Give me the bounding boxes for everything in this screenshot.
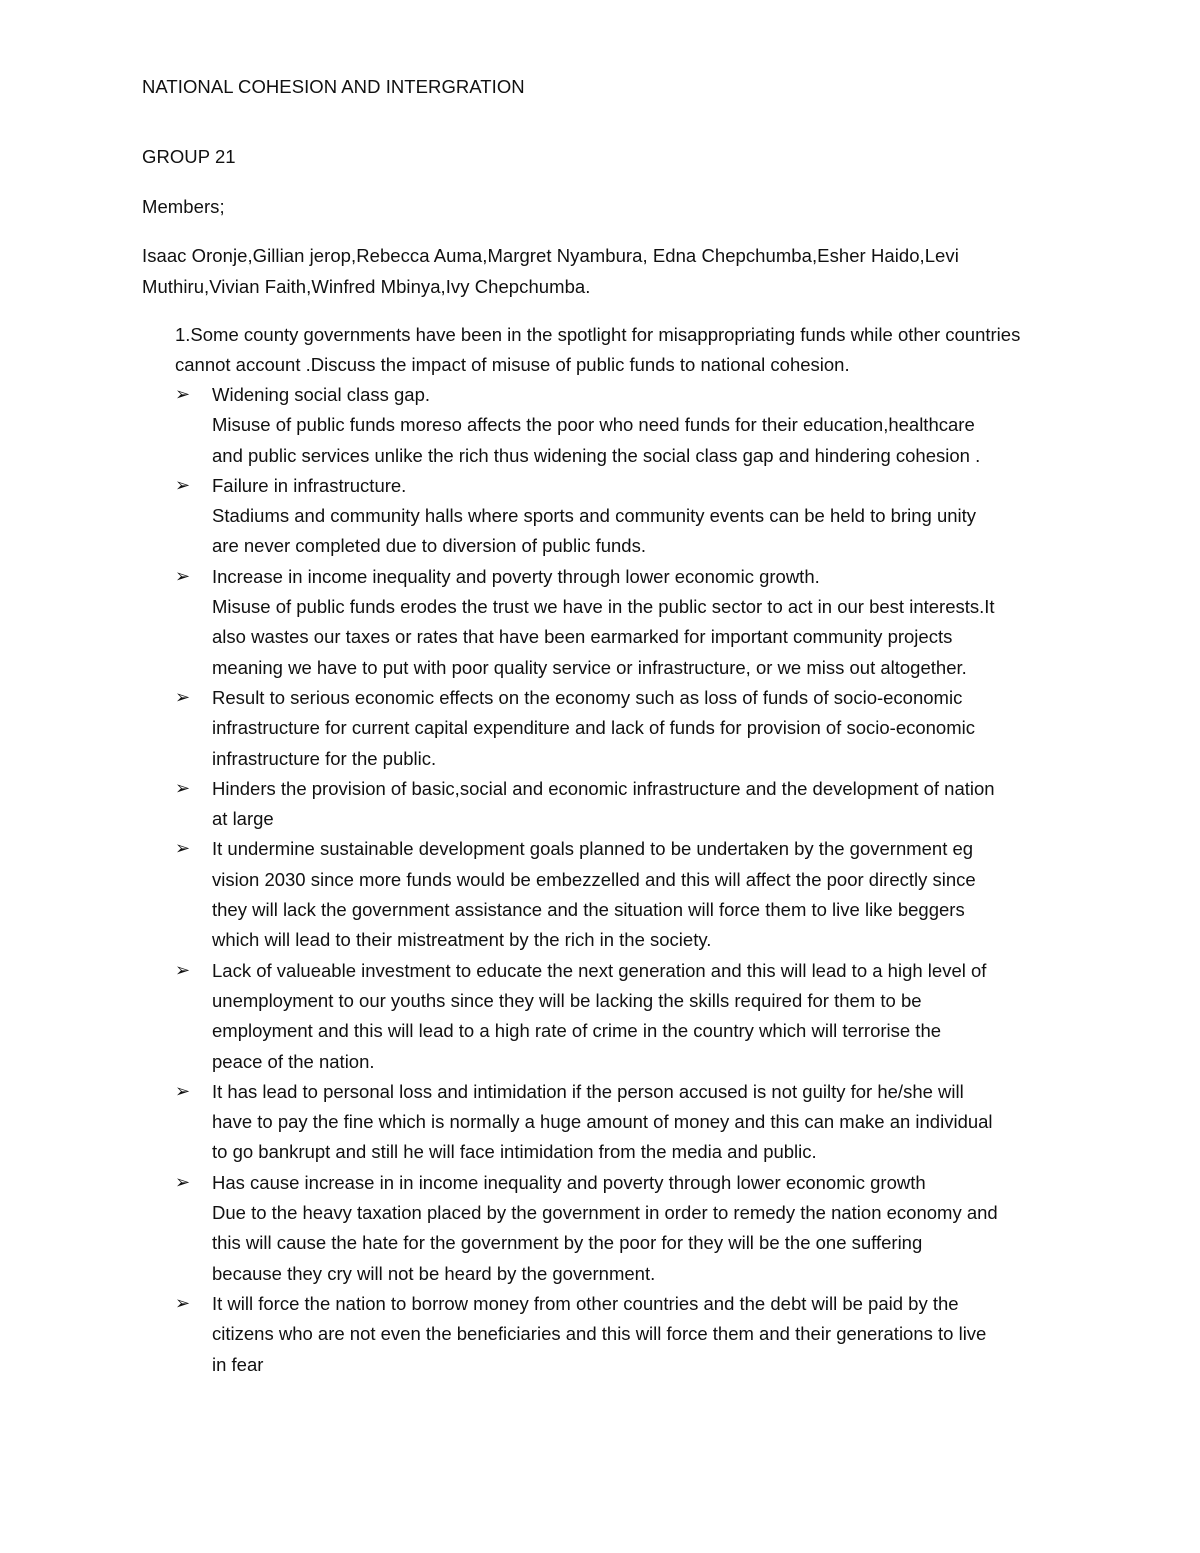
members-label: Members; — [142, 196, 225, 217]
bullet-text: Widening social class gap. Misuse of public funds moreso affects the poor who need funds for their education,healthcare and public services unlike the rich thus widening the social class gap and hindering cohesion . — [212, 384, 981, 466]
bullet-item — [175, 774, 1075, 835]
bullet-text: Increase in income inequality and poverty through lower economic growth. Misuse of public funds erodes the trust we have in the public sector to act in our best interests.It also wastes our taxes or rates that have been earmarked for important community projects meaning we have to put with poor quality service or infrastructure, or we miss out altogether. — [212, 565, 995, 678]
bullet-item — [175, 1168, 1075, 1289]
document-title: NATIONAL COHESION AND INTERGRATION — [142, 76, 525, 97]
bullet-item — [175, 1077, 1075, 1168]
arrow-bullet-icon: ➢ — [175, 1171, 191, 1193]
arrow-bullet-icon: ➢ — [175, 1080, 191, 1102]
bullet-text: Failure in infrastructure. Stadiums and community halls where sports and community events can be held to bring unity are never completed due to diversion of public funds. — [212, 474, 977, 557]
arrow-bullet-icon: ➢ — [175, 838, 191, 860]
arrow-bullet-icon: ➢ — [175, 384, 191, 405]
bullet-item — [175, 956, 1075, 1077]
group-label: GROUP 21 — [142, 146, 236, 167]
bullet-text: It undermine sustainable development goals planned to be undertaken by the government eg vision 2030 since more funds would be embezzelled and this will affect the poor directly since they will lack the government assistance and the situation will force them to live like beggers which will lead to their mistreatment by the rich in the society. — [212, 838, 976, 951]
arrow-bullet-icon: ➢ — [175, 565, 191, 587]
bullet-item — [175, 380, 1075, 471]
bullet-item — [175, 834, 1075, 955]
arrow-bullet-icon: ➢ — [175, 777, 191, 799]
members-list-line-1: Isaac Oronje,Gillian jerop,Rebecca Auma,Margret Nyambura, Edna Chepchumba,Esher Haido,Levi — [142, 245, 959, 266]
arrow-bullet-icon: ➢ — [175, 686, 191, 708]
arrow-bullet-icon: ➢ — [175, 474, 191, 496]
arrow-bullet-icon: ➢ — [175, 1292, 191, 1314]
bullet-text: It will force the nation to borrow money from other countries and the debt will be paid by the citizens who are not even the beneficiaries and this will force them and their generations to live in fear — [212, 1292, 987, 1375]
bullet-text: Result to serious economic effects on the economy such as loss of funds of socio-economic infrastructure for current capital expenditure and lack of funds for provision of socio-economic infrastructure for the public. — [212, 686, 975, 769]
bullet-item — [175, 471, 1075, 562]
members-list-line-2: Muthiru,Vivian Faith,Winfred Mbinya,Ivy Chepchumba. — [142, 276, 591, 297]
bullet-item — [175, 683, 1075, 774]
bullet-item — [175, 562, 1075, 683]
bullet-text: Hinders the provision of basic,social and economic infrastructure and the development of nation at large — [212, 777, 995, 830]
answer-bullet-list — [175, 380, 1075, 1380]
bullet-text: Lack of valueable investment to educate the next generation and this will lead to a high level of unemployment to our youths since they will be lacking the skills required for them to be employment and this will lead to a high rate of crime in the country which will terrorise the peace of the nation. — [212, 959, 987, 1072]
question-text: 1.Some county governments have been in the spotlight for misappropriating funds while other countries cannot account .Discuss the impact of misuse of public funds to national cohesion. — [175, 324, 1021, 376]
bullet-text: Has cause increase in in income inequality and poverty through lower economic growth Due to the heavy taxation placed by the government in order to remedy the nation economy and this will cause the hate for the government by the poor for they will be the one suffering because they cry will not be heard by the government. — [212, 1171, 998, 1284]
arrow-bullet-icon: ➢ — [175, 959, 191, 981]
bullet-text: It has lead to personal loss and intimidation if the person accused is not guilty for he/she will have to pay the fine which is normally a huge amount of money and this can make an individual to go bankrupt and still he will face intimidation from the media and public. — [212, 1080, 993, 1163]
bullet-item — [175, 1289, 1075, 1380]
